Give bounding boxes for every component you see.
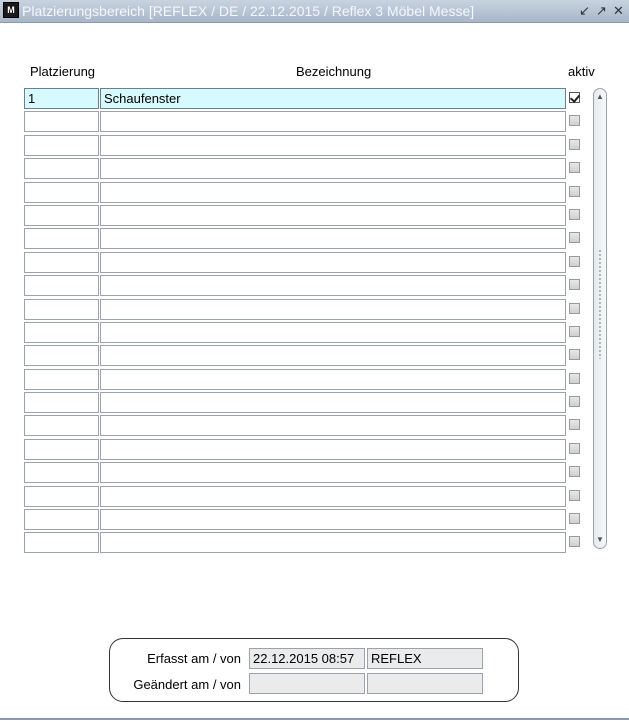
- bezeichnung-field[interactable]: [100, 369, 566, 390]
- aktiv-checkbox[interactable]: [569, 419, 580, 430]
- aktiv-checkbox[interactable]: [569, 256, 580, 267]
- aktiv-checkbox[interactable]: [569, 279, 580, 290]
- platzierung-field[interactable]: [24, 275, 99, 296]
- platzierung-field[interactable]: [24, 205, 99, 226]
- column-header-platzierung: Platzierung: [30, 64, 96, 79]
- bezeichnung-field[interactable]: [100, 158, 566, 179]
- platzierung-field[interactable]: [24, 369, 99, 390]
- aktiv-checkbox[interactable]: [569, 513, 580, 524]
- platzierung-field[interactable]: [24, 509, 99, 530]
- aktiv-checkbox[interactable]: [569, 373, 580, 384]
- bezeichnung-field[interactable]: [100, 532, 566, 553]
- vertical-scrollbar[interactable]: [593, 88, 607, 549]
- platzierung-field[interactable]: [24, 392, 99, 413]
- aktiv-checkbox[interactable]: [569, 115, 580, 126]
- title-bar: [0, 0, 629, 23]
- aktiv-checkbox[interactable]: [569, 92, 580, 103]
- bezeichnung-field[interactable]: [100, 345, 566, 366]
- bezeichnung-field[interactable]: [100, 486, 566, 507]
- bezeichnung-field[interactable]: [100, 252, 566, 273]
- created-label: Erfasst am / von: [147, 651, 241, 666]
- window-controls: [578, 0, 625, 22]
- aktiv-checkbox[interactable]: [569, 349, 580, 360]
- bezeichnung-field[interactable]: [100, 182, 566, 203]
- bezeichnung-field[interactable]: [100, 111, 566, 132]
- bezeichnung-field[interactable]: [100, 439, 566, 460]
- platzierung-field[interactable]: [24, 486, 99, 507]
- platzierung-field[interactable]: [24, 158, 99, 179]
- app-icon: M: [3, 2, 19, 18]
- aktiv-checkbox[interactable]: [569, 186, 580, 197]
- created-user-field[interactable]: REFLEX: [367, 648, 483, 669]
- aktiv-checkbox[interactable]: [569, 303, 580, 314]
- column-header-aktiv: aktiv: [568, 64, 595, 79]
- changed-date-field[interactable]: [249, 673, 365, 694]
- bezeichnung-field[interactable]: [100, 509, 566, 530]
- aktiv-checkbox[interactable]: [569, 139, 580, 150]
- aktiv-checkbox[interactable]: [569, 536, 580, 547]
- platzierung-field[interactable]: 1: [24, 88, 99, 109]
- aktiv-checkbox[interactable]: [569, 443, 580, 454]
- window-title: Platzierungsbereich [REFLEX / DE / 22.12.2015 / Reflex 3 Möbel Messe]: [22, 3, 475, 19]
- bezeichnung-field[interactable]: [100, 415, 566, 436]
- bezeichnung-field[interactable]: [100, 462, 566, 483]
- scroll-grip[interactable]: [598, 249, 602, 359]
- bezeichnung-field[interactable]: [100, 135, 566, 156]
- bezeichnung-field[interactable]: [100, 275, 566, 296]
- changed-label: Geändert am / von: [133, 677, 241, 692]
- platzierung-field[interactable]: [24, 462, 99, 483]
- bezeichnung-field[interactable]: Schaufenster: [100, 88, 566, 109]
- aktiv-checkbox[interactable]: [569, 232, 580, 243]
- platzierung-field[interactable]: [24, 345, 99, 366]
- bezeichnung-field[interactable]: [100, 299, 566, 320]
- aktiv-checkbox[interactable]: [569, 466, 580, 477]
- column-header-bezeichnung: Bezeichnung: [296, 64, 372, 79]
- audit-panel: [109, 638, 519, 702]
- bezeichnung-field[interactable]: [100, 392, 566, 413]
- bezeichnung-field[interactable]: [100, 322, 566, 343]
- platzierung-field[interactable]: [24, 415, 99, 436]
- scroll-up-icon[interactable]: ▲: [596, 92, 604, 101]
- aktiv-checkbox[interactable]: [569, 209, 580, 220]
- platzierung-field[interactable]: [24, 228, 99, 249]
- platzierung-field[interactable]: [24, 439, 99, 460]
- aktiv-checkbox[interactable]: [569, 396, 580, 407]
- platzierung-field[interactable]: [24, 322, 99, 343]
- aktiv-checkbox[interactable]: [569, 326, 580, 337]
- aktiv-checkbox[interactable]: [569, 490, 580, 501]
- scroll-down-icon[interactable]: ▼: [596, 535, 604, 544]
- window-bottom-border: [0, 718, 629, 720]
- platzierung-field[interactable]: [24, 182, 99, 203]
- maximize-icon[interactable]: ↗: [596, 3, 607, 18]
- created-date-field[interactable]: 22.12.2015 08:57: [249, 648, 365, 669]
- platzierung-field[interactable]: [24, 532, 99, 553]
- close-icon[interactable]: ✕: [613, 3, 624, 18]
- platzierung-field[interactable]: [24, 299, 99, 320]
- minimize-icon[interactable]: ↙: [579, 3, 590, 18]
- platzierung-field[interactable]: [24, 111, 99, 132]
- platzierung-field[interactable]: [24, 135, 99, 156]
- aktiv-checkbox[interactable]: [569, 162, 580, 173]
- platzierung-field[interactable]: [24, 252, 99, 273]
- bezeichnung-field[interactable]: [100, 228, 566, 249]
- bezeichnung-field[interactable]: [100, 205, 566, 226]
- changed-user-field[interactable]: [367, 673, 483, 694]
